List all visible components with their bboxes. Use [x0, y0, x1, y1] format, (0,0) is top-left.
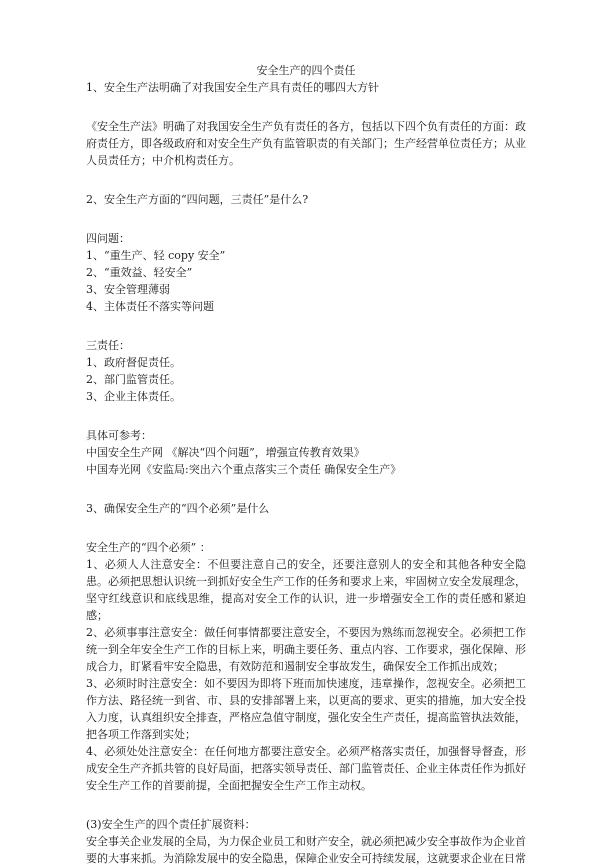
reference-heading: 具体可参考： — [86, 429, 152, 442]
list-item: 2、部门监管责任。 — [86, 373, 181, 386]
question-1: 1、安全生产法明确了对我国安全生产具有责任的哪四大方针 — [86, 81, 379, 94]
extension-paragraph: 安全事关企业发展的全局，为力保企业员工和财产安全，就必须把减少安全事故作为企业首要的大事来抓。为消除发展中的安全隐患，保障企业安全可持续发展，这就要求企业在日常 — [86, 835, 526, 865]
list-item: 1、政府督促责任。 — [86, 356, 181, 369]
four-problems-heading: 四问题： — [86, 232, 130, 245]
four-problems-list — [86, 247, 526, 315]
question-2: 2、安全生产方面的“四问题，三责任”是什么? — [86, 193, 309, 206]
list-item: 4、主体责任不落实等问题 — [86, 300, 214, 313]
must-item: 4、必须处处注意安全：在任何地方都要注意安全。必须严格落实责任，加强督导督查，形成安全生产齐抓共管的良好局面，把落实领导责任、部门监管责任、企业主体责任作为抓好安全生产工作的首要前提，全面把握安全生产工作主动权。 — [86, 745, 526, 792]
must-item: 1、必须人人注意安全：不但要注意自己的安全，还要注意别人的安全和其他各种安全隐患。必须把思想认识统一到抓好安全生产工作的任务和要求上来，牢固树立安全发展理念，坚守红线意识和底线思维，提高对安全工作的认识，进一步增强安全工作的责任感和紧迫感； — [86, 558, 526, 622]
must-item: 3、必须时时注意安全：如不要因为即将下班而加快速度，违章操作，忽视安全。必须把工作方法、路径统一到省、市、县的安排部署上来，以更高的要求、更实的措施，加大安全投入力度，认真组织安全排查，严格应急值守制度，强化安全生产责任，提高监管执法效能，把各项工作落到实处； — [86, 677, 526, 741]
list-item: 1、“重生产、轻 copy 安全” — [86, 249, 226, 262]
document-page — [86, 62, 526, 867]
three-responsibilities-list — [86, 354, 526, 405]
list-item: 3、安全管理薄弱 — [86, 283, 170, 296]
three-responsibilities-heading: 三责任： — [86, 339, 130, 352]
four-musts-heading: 安全生产的“四个必须” ： — [86, 541, 211, 554]
question-3: 3、确保安全生产的“四个必须”是什么 — [86, 502, 270, 515]
reference-item: 中国安全生产网 《解决“四个问题”，增强宣传教育效果》 — [86, 446, 365, 459]
reference-item: 中国寿光网《安监局:突出六个重点落实三个责任 确保安全生产》 — [86, 463, 402, 476]
document-title: 安全生产的四个责任 — [256, 64, 356, 77]
must-item: 2、必须事事注意安全：做任何事情都要注意安全，不要因为熟练而忽视安全。必须把工作统一到全年安全生产工作的目标上来，明确主要任务、重点内容、工作要求，强化保障、形成合力，盯紧看牢安全隐患，有效防范和遏制安全事故发生，确保安全工作抓出成效； — [86, 626, 526, 673]
list-item: 2、“重效益、轻安全” — [86, 266, 193, 279]
list-item: 3、企业主体责任。 — [86, 390, 181, 403]
paragraph-1: 《安全生产法》明确了对我国安全生产负有责任的各方，包括以下四个负有责任的方面：政府责任方，即各级政府和对安全生产负有监管职责的有关部门；生产经营单位责任方；从业人员责任方；中介机构责任方。 — [86, 120, 526, 167]
extension-heading: (3)安全生产的四个责任扩展资料： — [86, 818, 256, 831]
